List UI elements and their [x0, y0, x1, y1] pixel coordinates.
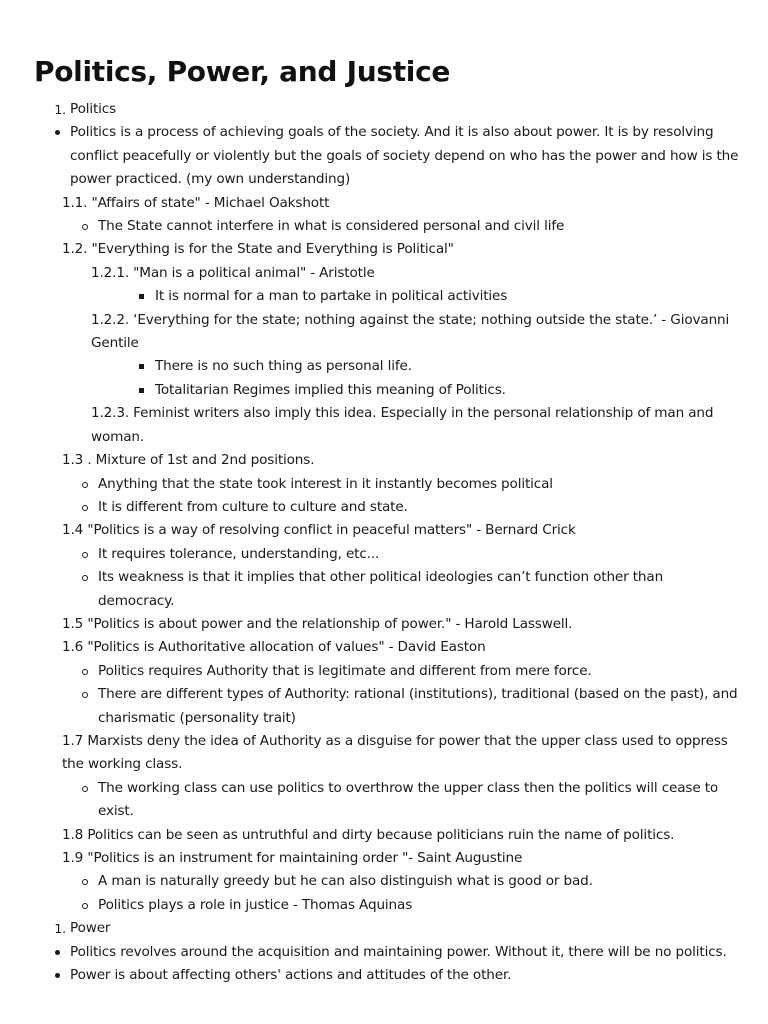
item-text: The State cannot interfere in what is considered personal and civil life [98, 218, 565, 235]
item-text: A man is naturally greedy but he can also distinguish what is good or bad. [98, 873, 593, 890]
subheading [62, 613, 742, 636]
subheading [62, 238, 742, 261]
item-text: There are different types of Authority: rational (institutions), traditional (based on the past), and charismatic (personality trait) [98, 686, 738, 726]
item-text: 1.5 "Politics is about power and the relationship of power." - Harold Lasswell. [62, 615, 573, 632]
item-text: 1.7 Marxists deny the idea of Authority as a disguise for power that the upper class used to oppress the working class. [62, 732, 728, 773]
document-body [0, 98, 768, 987]
list-number: 1. [54, 921, 66, 937]
item-text: 1.3 . Mixture of 1st and 2nd positions. [62, 452, 315, 469]
numbered-item [54, 98, 740, 121]
item-text: The working class can use politics to overthrow the upper class then the politics will cease to exist. [98, 779, 719, 820]
sub-subheading [91, 309, 731, 356]
square-bullet-item [155, 379, 735, 402]
sub-bullet-item [98, 473, 740, 496]
item-text: Politics [70, 101, 117, 117]
item-text: 1.4 "Politics is a way of resolving conflict in peaceful matters" - Bernard Crick [62, 522, 576, 539]
item-text: Power is about affecting others' actions and attitudes of the other. [70, 967, 512, 984]
bullet-item [70, 964, 740, 987]
subheading [62, 730, 742, 777]
item-text: 1.2.1. "Man is a political animal" - Aristotle [91, 264, 375, 281]
bullet-item [70, 121, 740, 191]
item-text: 1.6 "Politics is Authoritative allocation of values" - David Easton [62, 639, 486, 656]
sub-subheading [91, 402, 731, 449]
sub-bullet-item [98, 777, 740, 824]
sub-bullet-item [98, 870, 740, 893]
subheading [62, 449, 742, 472]
page-title: Politics, Power, and Justice [34, 54, 451, 88]
item-text: Power [70, 920, 111, 937]
item-text: Anything that the state took interest in it instantly becomes political [98, 475, 553, 492]
subheading [62, 847, 742, 870]
subheading [62, 519, 742, 542]
item-text: Its weakness is that it implies that other political ideologies can’t function other than democracy. [98, 569, 664, 609]
sub-bullet-item [98, 215, 740, 238]
item-text: There is no such thing as personal life. [155, 358, 412, 375]
sub-bullet-item [98, 543, 740, 566]
item-text: It is different from culture to culture and state. [98, 498, 408, 515]
list-number: 1. [54, 102, 66, 117]
item-text: It requires tolerance, understanding, etc... [98, 545, 380, 562]
item-text: 1.8 Politics can be seen as untruthful and dirty because politicians ruin the name of politics. [62, 826, 675, 843]
subheading [62, 636, 742, 659]
subheading [62, 192, 742, 215]
item-text: Politics plays a role in justice - Thomas Aquinas [98, 896, 413, 913]
item-text: 1.2. "Everything is for the State and Everything is Political" [62, 241, 454, 258]
numbered-item [54, 917, 740, 940]
subheading [62, 824, 742, 847]
item-text: Totalitarian Regimes implied this meaning of Politics. [155, 381, 506, 398]
square-bullet-item [155, 285, 735, 308]
item-text: 1.1. "Affairs of state" - Michael Oakshott [62, 194, 330, 211]
bullet-item [70, 941, 740, 964]
item-text: Politics revolves around the acquisition and maintaining power. Without it, there will be no politics. [70, 943, 727, 960]
item-text: Politics requires Authority that is legitimate and different from mere force. [98, 662, 592, 679]
sub-bullet-item [98, 683, 740, 730]
sub-bullet-item [98, 660, 740, 683]
sub-bullet-item [98, 894, 740, 917]
item-text: Politics is a process of achieving goals of the society. And it is also about power. It is by resolving conflict peacefully or violently but the goals of society depend on who has the power and how is the power practiced. (my own understanding) [70, 124, 739, 188]
item-text: It is normal for a man to partake in political activities [155, 288, 508, 305]
sub-subheading [91, 262, 731, 285]
item-text: 1.9 "Politics is an instrument for maintaining order "- Saint Augustine [62, 850, 523, 866]
sub-bullet-item [98, 496, 740, 519]
item-text: 1.2.3. Feminist writers also imply this idea. Especially in the personal relationship of man and woman. [91, 405, 714, 445]
square-bullet-item [155, 355, 735, 378]
sub-bullet-item [98, 566, 740, 613]
item-text: 1.2.2. ‘Everything for the state; nothing against the state; nothing outside the state.’ - Giovanni Gentile [91, 311, 730, 352]
